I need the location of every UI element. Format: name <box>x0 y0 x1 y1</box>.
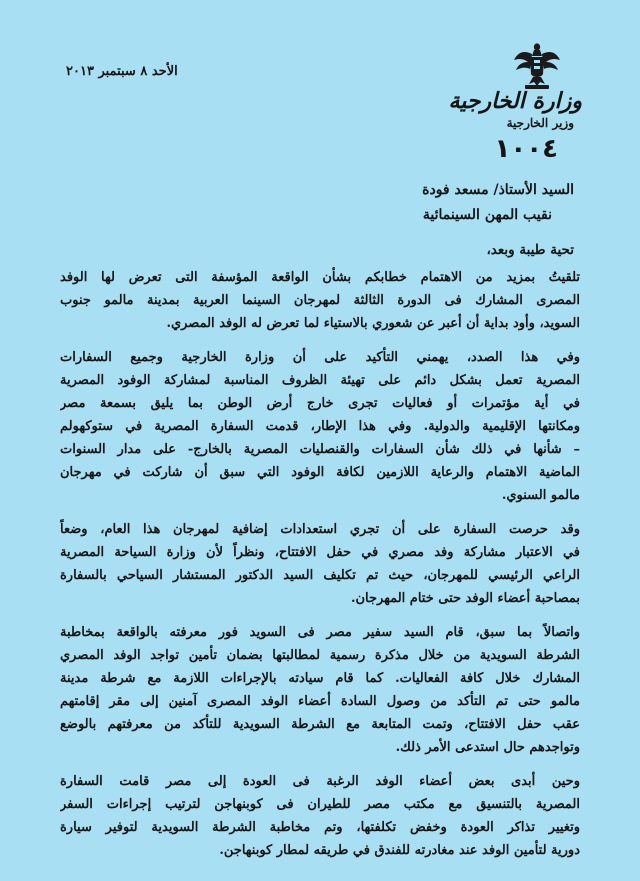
text-line: المشارك خلال كافة الفعاليات. كما قام سيادته بالإجراءات اللازمة مع شرطة مدينة <box>60 671 580 686</box>
text-line: في أية مؤتمرات أو فعاليات تجرى خارج أرض الوطن بما يليق بسمعة مصر <box>60 396 580 411</box>
text-line: مالمو حتى تم التأكد من وصول السادة أعضاء الوفد المصرى آمنين إلى مقر إقامتهم <box>60 694 580 709</box>
text-line: دورية لتأمين الوفد عند مغادرته للفندق في طريقه لمطار كوبنهاجن. <box>219 843 580 858</box>
addressee-name: السيد الأستاذ/ مسعد فودة <box>422 182 574 198</box>
eagle-emblem-icon <box>512 40 562 92</box>
ministry-name: وزارة الخارجية <box>448 88 582 114</box>
text-line: عقب حفل الافتتاح، وتمت المتابعة مع الشرطة السويدية للتأكد من معرفتهم بالوضع <box>60 717 580 732</box>
text-line: مالمو السنوي. <box>501 488 580 503</box>
text-line: تلقيتُ بمزيد من الاهتمام خطابكم بشأن الواقعة المؤسفة التى تعرض لها الوفد <box>60 270 580 285</box>
paragraph-1 <box>60 266 580 335</box>
text-line: المصرية تعمل بشكل دائم على تهيئة الظروف المناسبة لمشاركة الوفود المصرية <box>60 373 580 388</box>
text-line: وتغيير تذاكر العودة وخفض تكلفتها، وتم مخاطبة الشرطة السويدية لتوفير سيارة <box>60 820 580 835</box>
text-line: الشرطة السويدية من خلال مذكرة رسمية لمطالبتها بضمان تأمين تواجد الوفد المصري <box>60 648 580 663</box>
text-line: المصرية بالتنسيق مع مكتب مصر للطيران فى كوبنهاجن لترتيب إجراءات السفر <box>60 797 580 812</box>
text-line: بمصاحبة أعضاء الوفد حتى ختام المهرجان. <box>350 591 580 606</box>
text-line: الماضية الاهتمام والرعاية اللازمين لكافة الوفود التي سبق أن شاركت في مهرجان <box>60 465 580 480</box>
text-line: – شأنها في ذلك شأن السفارات والقنصليات المصرية بالخارج- على مدار السنوات <box>60 442 580 457</box>
addressee-block <box>422 178 574 228</box>
text-line: الراعي الرئيسي للمهرجان، حيث تم تكليف السيد الدكتور المستشار السياحي بالسفارة <box>60 568 580 583</box>
text-line: السويد، وأود بداية أن أعبر عن شعوري بالاستياء لما تعرض له الوفد المصري. <box>166 316 580 331</box>
minister-title: وزير الخارجية <box>506 116 574 130</box>
letter-body <box>60 266 580 873</box>
paragraph-2 <box>60 346 580 507</box>
letter-date: الأحد ٨ سبتمبر ٢٠١٣ <box>66 64 178 79</box>
text-line: في الاعتبار مشاركة وفد مصري في حفل الافتتاح، ونظراً لأن وزارة السياحة المصرية <box>60 545 580 560</box>
text-line: ومكانتها الإقليمية والدولية. وفي هذا الإطار، قدمت السفارة المصرية في ستوكهولم <box>60 419 580 434</box>
paragraph-4 <box>60 621 580 759</box>
text-line: واتصالاً بما سبق، قام السيد سفير مصر فى السويد فور معرفته بالواقعة بمخاطبة <box>60 625 580 640</box>
addressee-title: نقيب المهن السينمائية <box>422 207 552 223</box>
paragraph-3 <box>60 518 580 610</box>
text-line: المصرى المشارك فى الدورة الثالثة لمهرجان السينما العربية بمدينة مالمو جنوب <box>60 293 580 308</box>
text-line: وفي هذا الصدد، يهمني التأكيد على أن وزارة الخارجية وجميع السفارات <box>60 350 580 365</box>
reference-number: ١٠٠٤ <box>494 134 558 164</box>
paragraph-5 <box>60 770 580 862</box>
text-line: وتواجدهم حال استدعى الأمر ذلك. <box>395 740 580 755</box>
text-line: وقد حرصت السفارة على أن تجري استعدادات إضافية لمهرجان هذا العام، وضعاً <box>60 522 580 537</box>
greeting: تحية طيبة وبعد، <box>486 242 574 258</box>
text-line: وحين أبدى بعض أعضاء الوفد الرغبة فى العودة إلى مصر قامت السفارة <box>60 774 580 789</box>
